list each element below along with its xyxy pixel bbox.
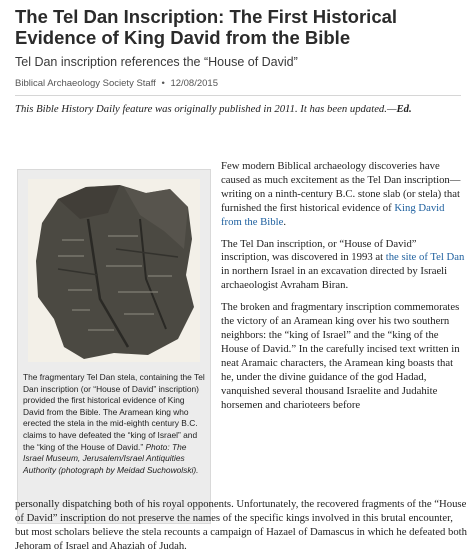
link-king-david[interactable]: King David from the Bible (221, 201, 445, 228)
paragraph-3-continued: personally dispatching both of his royal opponents. Unfortunately, the recovered fragments of the “House of David” inscription do not preserve the names of the specific kings involved in this brutal encounter, but most scholars believe the stela recounts a campaign of Hazael of Damascus in which he defeated both Jehoram of Israel and Ahaziah of Judah. (15, 498, 467, 552)
paragraph-2-text: The Tel Dan inscription, or “House of David” inscription, was discovered in 1993 at (221, 237, 417, 264)
paragraph-1-text: Few modern Biblical archaeology discoveries have caused as much excitement as the Tel Dan inscription—writing on a ninth-century B.C. stone slab (or stela) that furnished the first historical evidence of (221, 160, 461, 214)
editor-signature: Ed. (396, 103, 412, 115)
paragraph-2-end: in northern Israel in an excavation directed by Israeli archaeologist Avraham Biran. (221, 265, 448, 292)
article-body (221, 160, 465, 420)
paragraph-1-end: . (283, 215, 287, 228)
publish-date: 12/08/2015 (170, 78, 218, 89)
paragraph-3: The broken and fragmentary inscription commemorates the victory of an Aramean king over his two southern neighbors: the “king of Israel” and the “king of the House of David.” In the carefully incised text written in neat Aramaic characters, the Aramean king boasts that he, under the divine guidance of the god Hadad, vanquished several thousand Israelite and Judahite horsemen and charioteers before (221, 301, 460, 411)
paragraph-2 (221, 238, 465, 294)
article-subtitle: Tel Dan inscription references the “House of David” (15, 55, 298, 69)
paragraph-1 (221, 160, 465, 230)
figure (17, 169, 211, 524)
stela-photo[interactable] (28, 179, 200, 362)
editor-note-text: This Bible History Daily feature was originally published in 2011. It has been updated.— (15, 103, 397, 115)
editor-note (15, 102, 461, 117)
meta-separator: • (161, 78, 165, 89)
photo-credit: Photo: The Israel Museum, Jerusalem/Israel Antiquities Authority (photograph by Meidad Suchowolski). (23, 441, 199, 475)
article-meta (15, 78, 461, 96)
author-name[interactable]: Biblical Archaeology Society Staff (15, 78, 156, 89)
article-title: The Tel Dan Inscription: The First Historical Evidence of King David from the Bible (15, 6, 398, 48)
figure-caption (23, 372, 206, 476)
article-header (15, 6, 461, 117)
caption-text: The fragmentary Tel Dan stela, containing the Tel Dan inscription (or “House of David” inscription) provided the first historical evidence of King David from the Bible. The Aramean king who erected the stela in the mid-eighth century B.C. claims to have defeated the “king of Israel” and the “king of the House of David.” (23, 372, 205, 452)
link-tel-dan-site[interactable]: the site of Tel Dan (385, 251, 465, 264)
